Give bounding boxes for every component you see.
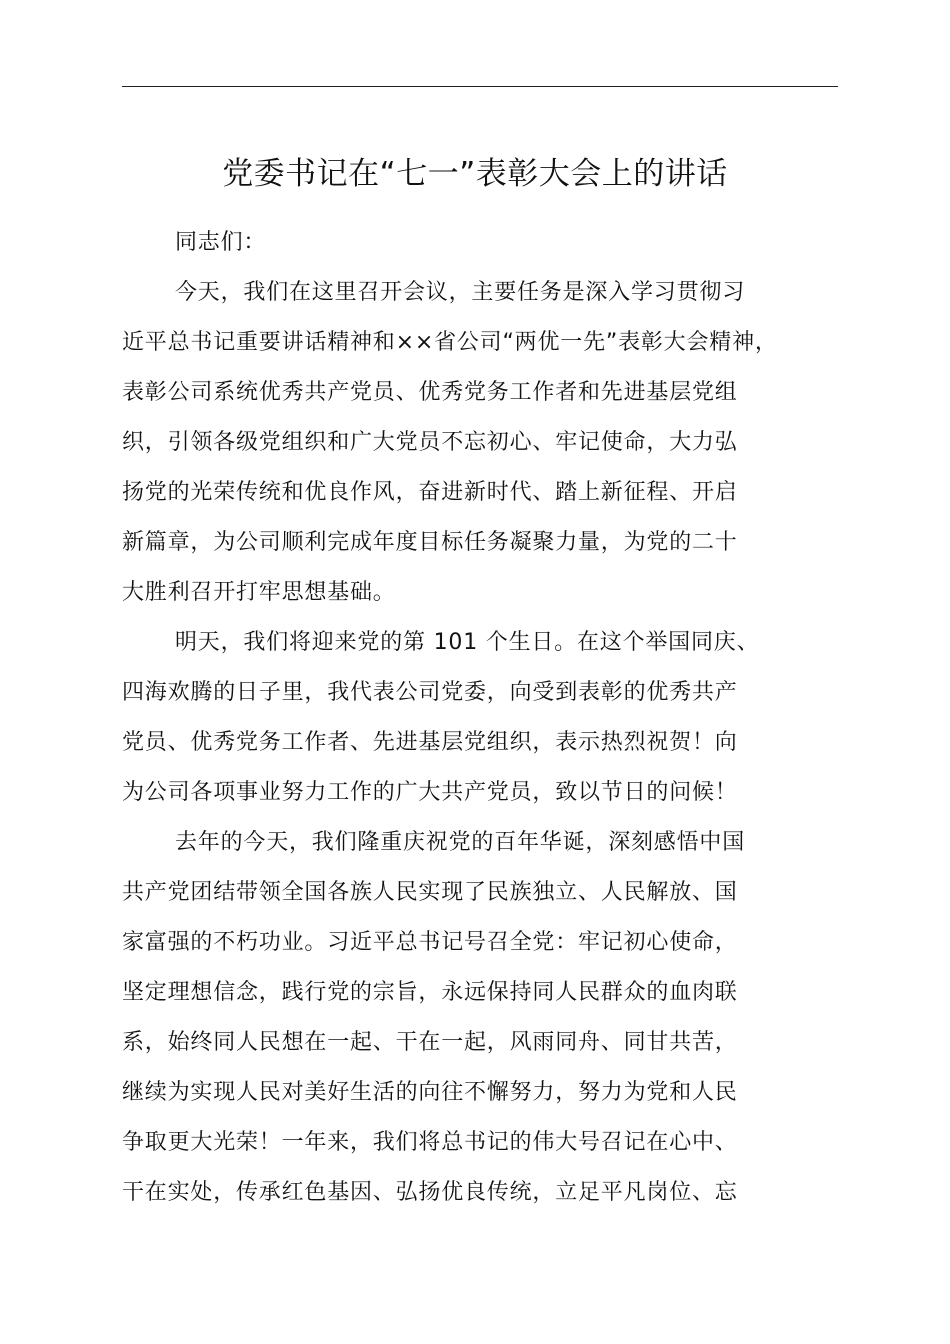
paragraph-1-line: 表彰公司系统优秀共产党员、优秀党务工作者和先进基层党组 bbox=[122, 380, 738, 405]
header-rule bbox=[122, 86, 838, 87]
paragraph-1-line: 今天，我们在这里召开会议，主要任务是深入学习贯彻习 bbox=[175, 280, 746, 305]
salutation-line: 同志们： bbox=[175, 230, 267, 255]
paragraph-1-line: 织，引领各级党组织和广大党员不忘初心、牢记使命，大力弘 bbox=[122, 430, 738, 455]
paragraph-2-line: 为公司各项事业努力工作的广大共产党员，致以节日的问候！ bbox=[122, 780, 738, 805]
paragraph-3-line: 干在实处，传承红色基因、弘扬优良传统，立足平凡岗位、忘 bbox=[122, 1180, 738, 1205]
document-title: 党委书记在“七一”表彰大会上的讲话 bbox=[222, 156, 728, 192]
paragraph-3-line: 去年的今天，我们隆重庆祝党的百年华诞，深刻感悟中国 bbox=[175, 830, 746, 855]
paragraph-3-line: 系，始终同人民想在一起、干在一起，风雨同舟、同甘共苦， bbox=[122, 1030, 738, 1055]
paragraph-2-line: 党员、优秀党务工作者、先进基层党组织，表示热烈祝贺！向 bbox=[122, 730, 738, 755]
paragraph-3-line: 共产党团结带领全国各族人民实现了民族独立、人民解放、国 bbox=[122, 880, 738, 905]
document-body bbox=[122, 218, 838, 1218]
paragraph-3-line: 坚定理想信念，践行党的宗旨，永远保持同人民群众的血肉联 bbox=[122, 980, 738, 1005]
paragraph-1-line: 扬党的光荣传统和优良作风，奋进新时代、踏上新征程、开启 bbox=[122, 480, 738, 505]
paragraph-3-line: 争取更大光荣！一年来，我们将总书记的伟大号召记在心中、 bbox=[122, 1130, 738, 1155]
paragraph-3-line: 家富强的不朽功业。习近平总书记号召全党：牢记初心使命， bbox=[122, 930, 738, 955]
paragraph-1-line: 大胜利召开打牢思想基础。 bbox=[122, 580, 396, 605]
paragraph-1-line: 近平总书记重要讲话精神和××省公司“两优一先”表彰大会精神， bbox=[122, 330, 778, 355]
paragraph-2-line: 明天，我们将迎来党的第 101 个生日。在这个举国同庆、 bbox=[175, 630, 760, 655]
paragraph-2-line: 四海欢腾的日子里，我代表公司党委，向受到表彰的优秀共产 bbox=[122, 680, 738, 705]
paragraph-1-line: 新篇章，为公司顺利完成年度目标任务凝聚力量，为党的二十 bbox=[122, 530, 738, 555]
paragraph-3-line: 继续为实现人民对美好生活的向往不懈努力，努力为党和人民 bbox=[122, 1080, 738, 1105]
